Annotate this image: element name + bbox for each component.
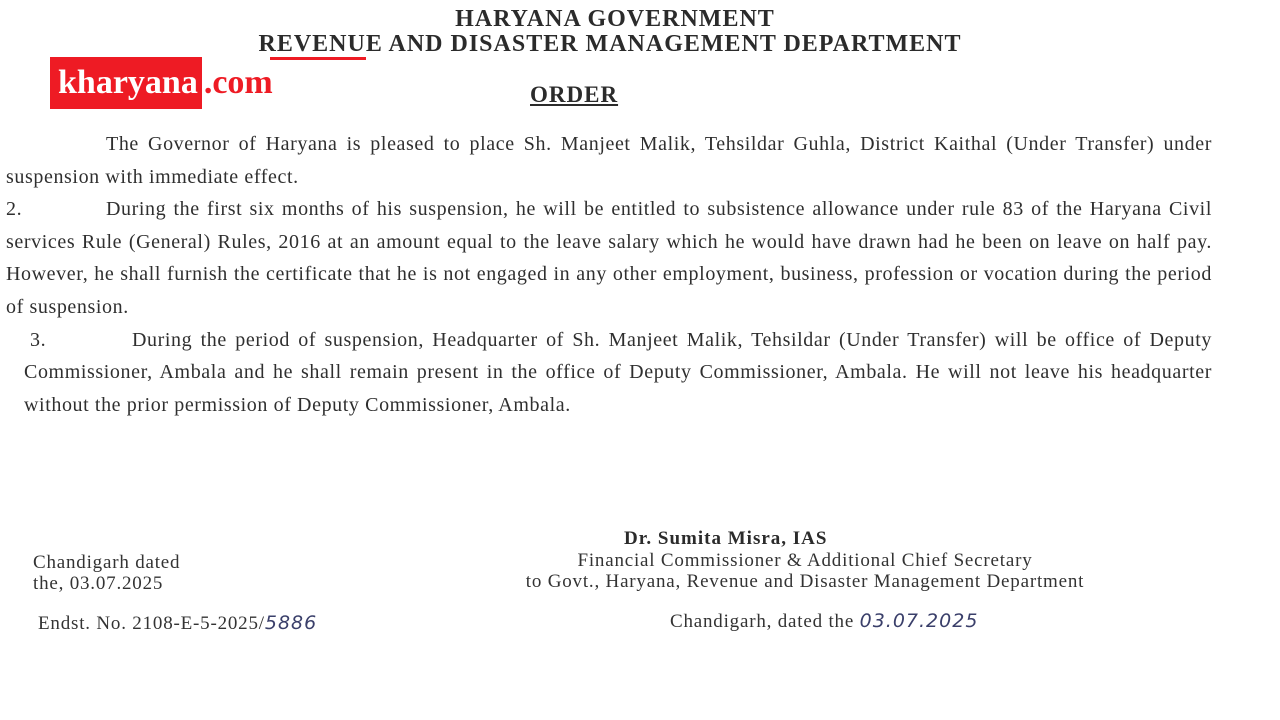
paragraph-2 [6,193,1212,323]
signatory-designation [410,550,1200,592]
endorsement-number [38,612,317,635]
endorsement-dated-label: Chandigarh, dated the [670,611,855,632]
paragraph-3-text: During the period of suspension, Headquarter of Sh. Manjeet Malik, Tehsildar (Under Transfer) will be office of Deputy Commissioner, Ambala and he shall remain present in the office of Deputy Commissioner, Ambala. He will not leave his headquarter without the prior permission of Deputy Commissioner, Ambala. [24,328,1212,416]
place-line-2: the, 03.07.2025 [33,573,164,594]
signatory-name: Dr. Sumita Misra, IAS [624,528,828,549]
logo-domain-text: .com [202,57,275,109]
paragraph-2-text: During the first six months of his suspension, he will be entitled to subsistence allowance under rule 83 of the Haryana Civil services Rule (General) Rules, 2016 at an amount equal to the leave salary which he would have drawn had he been on leave on half pay. However, he shall furnish the certificate that he is not engaged in any other employment, business, profession or vocation during the period of suspension. [6,198,1212,318]
logo-red-text: kharyana [50,57,202,109]
endorsement-date [670,610,978,633]
paragraph-3-number: 3. [30,328,47,351]
paragraph-1 [6,128,1212,193]
paragraph-3 [6,324,1212,422]
logo-accent-bar [270,57,366,60]
signatory-title-line-1: Financial Commissioner & Additional Chief Secretary [577,550,1033,571]
paragraph-1-text: The Governor of Haryana is pleased to place Sh. Manjeet Malik, Tehsildar Guhla, District Kaithal (Under Transfer) under suspension with immediate effect. [6,133,1212,188]
handwritten-endorsement-number: 5886 [264,612,318,634]
site-logo[interactable] [50,57,275,109]
place-line-1: Chandigarh dated [33,552,181,573]
handwritten-endorsement-date: 03.07.2025 [859,610,979,632]
paragraph-2-number: 2. [6,198,23,221]
document-title: ORDER [530,82,619,107]
header-government: HARYANA GOVERNMENT [455,6,775,32]
place-and-date [33,552,180,594]
order-body [6,128,1212,421]
header-department: REVENUE AND DISASTER MANAGEMENT DEPARTMENT [258,31,962,57]
signatory-title-line-2: to Govt., Haryana, Revenue and Disaster Management Department [525,571,1085,592]
endorsement-label: Endst. No. 2108-E-5-2025/ [38,613,265,634]
